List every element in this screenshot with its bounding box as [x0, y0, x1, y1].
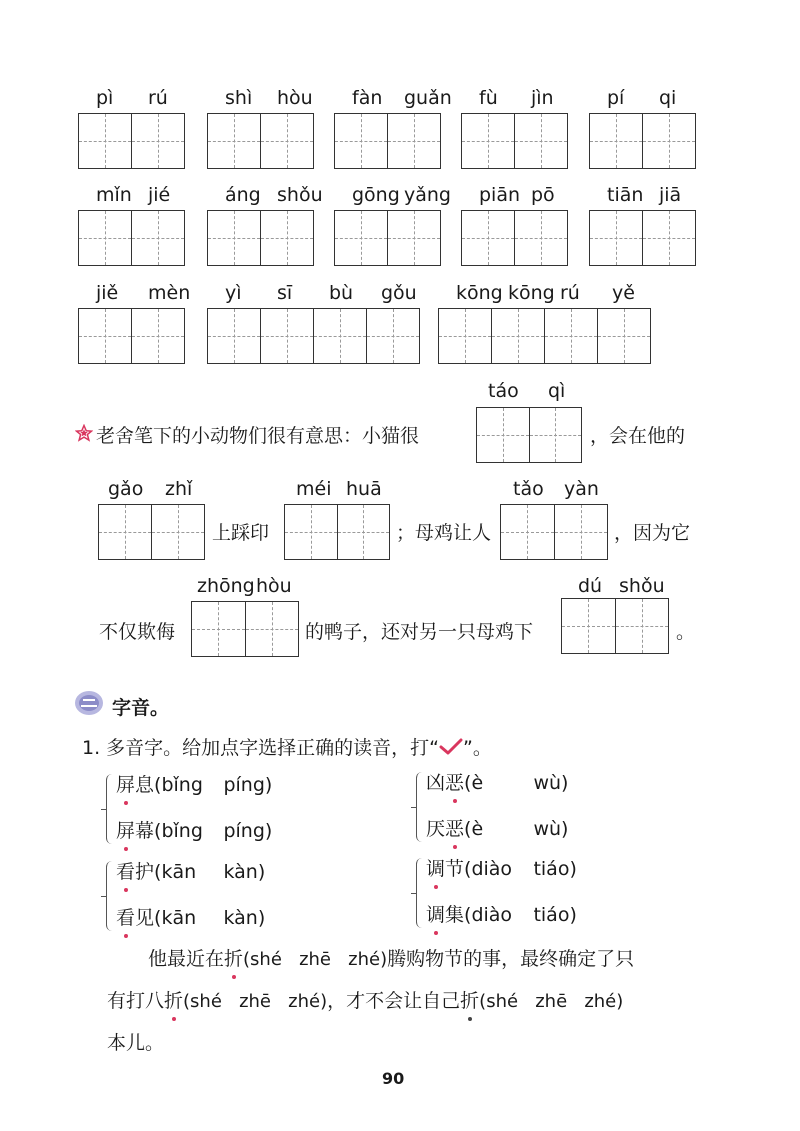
paren-open: ( — [464, 858, 472, 880]
pinyin-label: jìn — [531, 87, 554, 109]
grid-cell[interactable] — [313, 309, 366, 363]
polyphone-item — [116, 770, 272, 797]
question-1-end: ”。 — [463, 737, 492, 759]
pinyin-label: bù — [329, 282, 354, 304]
pronunciation-option-1[interactable]: bǐng — [161, 820, 203, 842]
dotted-char: 折 — [460, 986, 479, 1013]
grid-cell[interactable] — [387, 211, 440, 265]
pinyin-label: rú — [560, 282, 580, 304]
dotted-char: 屏 — [116, 770, 135, 797]
dotted-char: 折 — [224, 944, 243, 971]
pinyin-label: jié — [148, 184, 171, 206]
grid-cell[interactable] — [79, 211, 131, 265]
question-1 — [82, 733, 492, 760]
pair-brace — [106, 774, 113, 844]
pronunciation-option-2[interactable]: píng — [223, 774, 265, 796]
pinyin-label: gōng — [352, 184, 400, 206]
blank5-pinyin-2: hòu — [256, 575, 292, 597]
pinyin-label: hòu — [277, 87, 313, 109]
pinyin-label: gǒu — [381, 282, 417, 304]
sentence-text: ，才不会让自己 — [327, 990, 461, 1012]
blank6-pinyin-2: shǒu — [619, 575, 665, 597]
grid-cell[interactable] — [131, 114, 184, 168]
grid-cell[interactable] — [208, 114, 260, 168]
word-suffix: 见 — [135, 907, 155, 929]
pair-brace — [106, 861, 113, 931]
passage-text-d: 不仅欺侮 — [99, 621, 176, 643]
pinyin-label: pì — [96, 87, 114, 109]
writing-grid-r3-2[interactable] — [207, 308, 420, 364]
pronunciation-option-2[interactable]: kàn — [223, 907, 258, 929]
writing-grid-r1-4[interactable] — [461, 113, 568, 169]
word-suffix: 幕 — [135, 820, 155, 842]
paren-open: ( — [464, 772, 472, 794]
pair-brace — [416, 772, 423, 842]
answer-grid-blank3[interactable] — [284, 504, 390, 560]
writing-grid-r1-1[interactable] — [78, 113, 185, 169]
grid-cell[interactable] — [260, 309, 313, 363]
paren-close: ) — [561, 818, 569, 840]
pinyin-label: shǒu — [277, 184, 323, 206]
grid-cell[interactable] — [260, 114, 313, 168]
word-suffix: 节 — [445, 858, 465, 880]
pinyin-label: pí — [607, 87, 625, 109]
pinyin-label: kōng — [456, 282, 503, 304]
word-prefix: 凶 — [426, 772, 446, 794]
passage-text-e: 的鸭子，还对另一只母鸡下 — [305, 621, 534, 643]
grid-cell[interactable] — [131, 211, 184, 265]
section-badge-icon — [74, 690, 104, 716]
blank4-pinyin-2: yàn — [564, 478, 599, 500]
writing-grid-r3-3[interactable] — [438, 308, 651, 364]
grid-cell[interactable] — [208, 309, 260, 363]
word-suffix: 护 — [135, 861, 155, 883]
paren-close: ) — [257, 907, 266, 929]
sentence-text: 有打八 — [107, 990, 165, 1012]
pronunciation-options[interactable]: (shé zhē zhé) — [183, 991, 328, 1012]
word-suffix: 息 — [135, 774, 155, 796]
answer-grid-blank4[interactable] — [500, 504, 608, 560]
dotted-char: 屏 — [116, 816, 135, 843]
dotted-char: 恶 — [445, 768, 464, 795]
grid-cell[interactable] — [462, 211, 514, 265]
writing-grid-r3-1[interactable] — [78, 308, 185, 364]
blank1-pinyin-2: qì — [548, 380, 566, 402]
polyphone-item — [116, 857, 265, 884]
pronunciation-option-1[interactable]: è — [471, 772, 484, 794]
blank2-pinyin-1: gǎo — [108, 478, 144, 500]
grid-cell[interactable] — [335, 211, 387, 265]
passage-line1-start: 老舍笔下的小动物们很有意思：小猫很 — [96, 425, 420, 447]
dotted-char: 看 — [116, 903, 135, 930]
pronunciation-option-2[interactable]: wù — [533, 772, 562, 794]
passage-text-c: ，因为它 — [614, 522, 691, 544]
paren-open: ( — [464, 818, 472, 840]
question-1-label: 1. 多音字。给加点字选择正确的读音，打“ — [82, 737, 440, 759]
grid-cell[interactable] — [590, 114, 642, 168]
pronunciation-option-2[interactable]: píng — [223, 820, 265, 842]
answer-grid-blank6[interactable] — [561, 598, 669, 654]
pinyin-label: piān — [479, 184, 521, 206]
paren-close: ) — [569, 858, 577, 880]
paren-open: ( — [154, 861, 162, 883]
grid-cell[interactable] — [260, 211, 313, 265]
answer-grid-blank2[interactable] — [98, 504, 205, 560]
pinyin-label: kōng — [508, 282, 555, 304]
pronunciation-option-2[interactable]: wù — [533, 818, 562, 840]
answer-grid-blank1[interactable] — [476, 407, 582, 463]
paren-close: ) — [257, 861, 266, 883]
pronunciation-option-1[interactable]: bǐng — [161, 774, 203, 796]
paren-open: ( — [154, 907, 162, 929]
grid-cell[interactable] — [514, 114, 567, 168]
passage-text-f: 。 — [676, 621, 696, 643]
pinyin-label: jiā — [659, 184, 682, 206]
polyphone-item — [116, 816, 272, 843]
writing-grid-r2-3[interactable] — [334, 210, 441, 266]
grid-cell[interactable] — [79, 114, 131, 168]
pinyin-label: yǎng — [404, 184, 451, 206]
polyphone-item — [426, 814, 568, 841]
dotted-char: 恶 — [445, 814, 464, 841]
pinyin-label: pō — [531, 184, 555, 206]
blank5-pinyin-1: zhōng — [197, 575, 255, 597]
sentence-text: 腾购物节的事，最终确定了只 — [387, 948, 635, 970]
passage-line1-end: ，会在他的 — [590, 425, 686, 447]
grid-cell[interactable] — [439, 309, 491, 363]
pinyin-label: jiě — [96, 282, 119, 304]
grid-cell[interactable] — [79, 309, 131, 363]
writing-grid-r2-1[interactable] — [78, 210, 185, 266]
blank2-pinyin-2: zhǐ — [165, 478, 193, 500]
star-icon — [75, 424, 93, 442]
pinyin-label: qi — [659, 87, 677, 109]
word-suffix: 集 — [445, 904, 465, 926]
pronunciation-option-1[interactable]: è — [471, 818, 484, 840]
polyphone-item — [116, 903, 265, 930]
writing-grid-r1-5[interactable] — [589, 113, 696, 169]
writing-grid-r1-2[interactable] — [207, 113, 314, 169]
paren-open: ( — [464, 904, 472, 926]
grid-cell[interactable] — [491, 309, 544, 363]
sentence-text: 他最近在 — [148, 948, 225, 970]
grid-cell[interactable] — [387, 114, 440, 168]
blank6-pinyin-1: dú — [578, 575, 603, 597]
page-number: 90 — [382, 1069, 405, 1088]
grid-cell[interactable] — [131, 309, 184, 363]
pronunciation-option-2[interactable]: kàn — [223, 861, 258, 883]
dotted-char: 看 — [116, 857, 135, 884]
pronunciation-option-1[interactable]: diào — [471, 858, 513, 880]
pronunciation-options[interactable]: (shé zhē zhé) — [243, 949, 388, 970]
word-prefix: 厌 — [426, 818, 446, 840]
grid-cell[interactable] — [642, 211, 695, 265]
answer-grid-blank5[interactable] — [191, 601, 299, 657]
grid-cell[interactable] — [366, 309, 419, 363]
writing-grid-r2-4[interactable] — [461, 210, 568, 266]
paren-open: ( — [154, 820, 162, 842]
pinyin-label: mǐn — [96, 184, 132, 206]
paren-close: ) — [561, 772, 569, 794]
pronunciation-options[interactable]: (shé zhē zhé) — [479, 991, 624, 1012]
dotted-char: 调 — [426, 854, 445, 881]
polyphone-item — [426, 768, 568, 795]
passage-text-b: ；母鸡让人 — [396, 522, 492, 544]
grid-cell[interactable] — [514, 211, 567, 265]
pronunciation-option-1[interactable]: kān — [161, 861, 197, 883]
paren-open: ( — [154, 774, 162, 796]
blank3-pinyin-2: huā — [346, 478, 382, 500]
pinyin-label: mèn — [148, 282, 191, 304]
writing-grid-r2-5[interactable] — [589, 210, 696, 266]
pinyin-label: yě — [612, 282, 635, 304]
pinyin-label: rú — [148, 87, 168, 109]
sentence-line-3: 本儿。 — [107, 1032, 165, 1054]
grid-cell[interactable] — [208, 211, 260, 265]
paren-close: ) — [264, 774, 273, 796]
writing-grid-r2-2[interactable] — [207, 210, 314, 266]
passage-text-a: 上踩印 — [212, 522, 270, 544]
check-mark-icon — [439, 738, 463, 756]
pinyin-label: fàn — [352, 87, 383, 109]
pinyin-label: guǎn — [404, 87, 452, 109]
pinyin-label: fù — [479, 87, 498, 109]
pinyin-label: tiān — [607, 184, 644, 206]
paren-close: ) — [264, 820, 273, 842]
pronunciation-option-2[interactable]: tiáo — [533, 904, 570, 926]
dotted-char: 调 — [426, 900, 445, 927]
pinyin-label: áng — [225, 184, 261, 206]
grid-cell[interactable] — [590, 211, 642, 265]
paren-close: ) — [569, 904, 577, 926]
sentence-line-2 — [107, 986, 623, 1013]
section-title: 字音。 — [112, 697, 170, 719]
sentence-line-1 — [148, 944, 634, 971]
polyphone-item — [426, 900, 577, 927]
blank1-pinyin-1: táo — [488, 380, 519, 402]
grid-cell[interactable] — [544, 309, 597, 363]
grid-cell[interactable] — [642, 114, 695, 168]
pinyin-label: shì — [225, 87, 253, 109]
pinyin-label: yì — [225, 282, 242, 304]
pair-brace — [416, 858, 423, 928]
pinyin-label: sī — [277, 282, 293, 304]
grid-cell[interactable] — [335, 114, 387, 168]
blank3-pinyin-1: méi — [296, 478, 332, 500]
pronunciation-option-1[interactable]: kān — [161, 907, 197, 929]
polyphone-item — [426, 854, 577, 881]
pronunciation-option-2[interactable]: tiáo — [533, 858, 570, 880]
dotted-char: 折 — [164, 986, 183, 1013]
grid-cell[interactable] — [597, 309, 650, 363]
blank4-pinyin-1: tǎo — [513, 478, 544, 500]
writing-grid-r1-3[interactable] — [334, 113, 441, 169]
grid-cell[interactable] — [462, 114, 514, 168]
pronunciation-option-1[interactable]: diào — [471, 904, 513, 926]
